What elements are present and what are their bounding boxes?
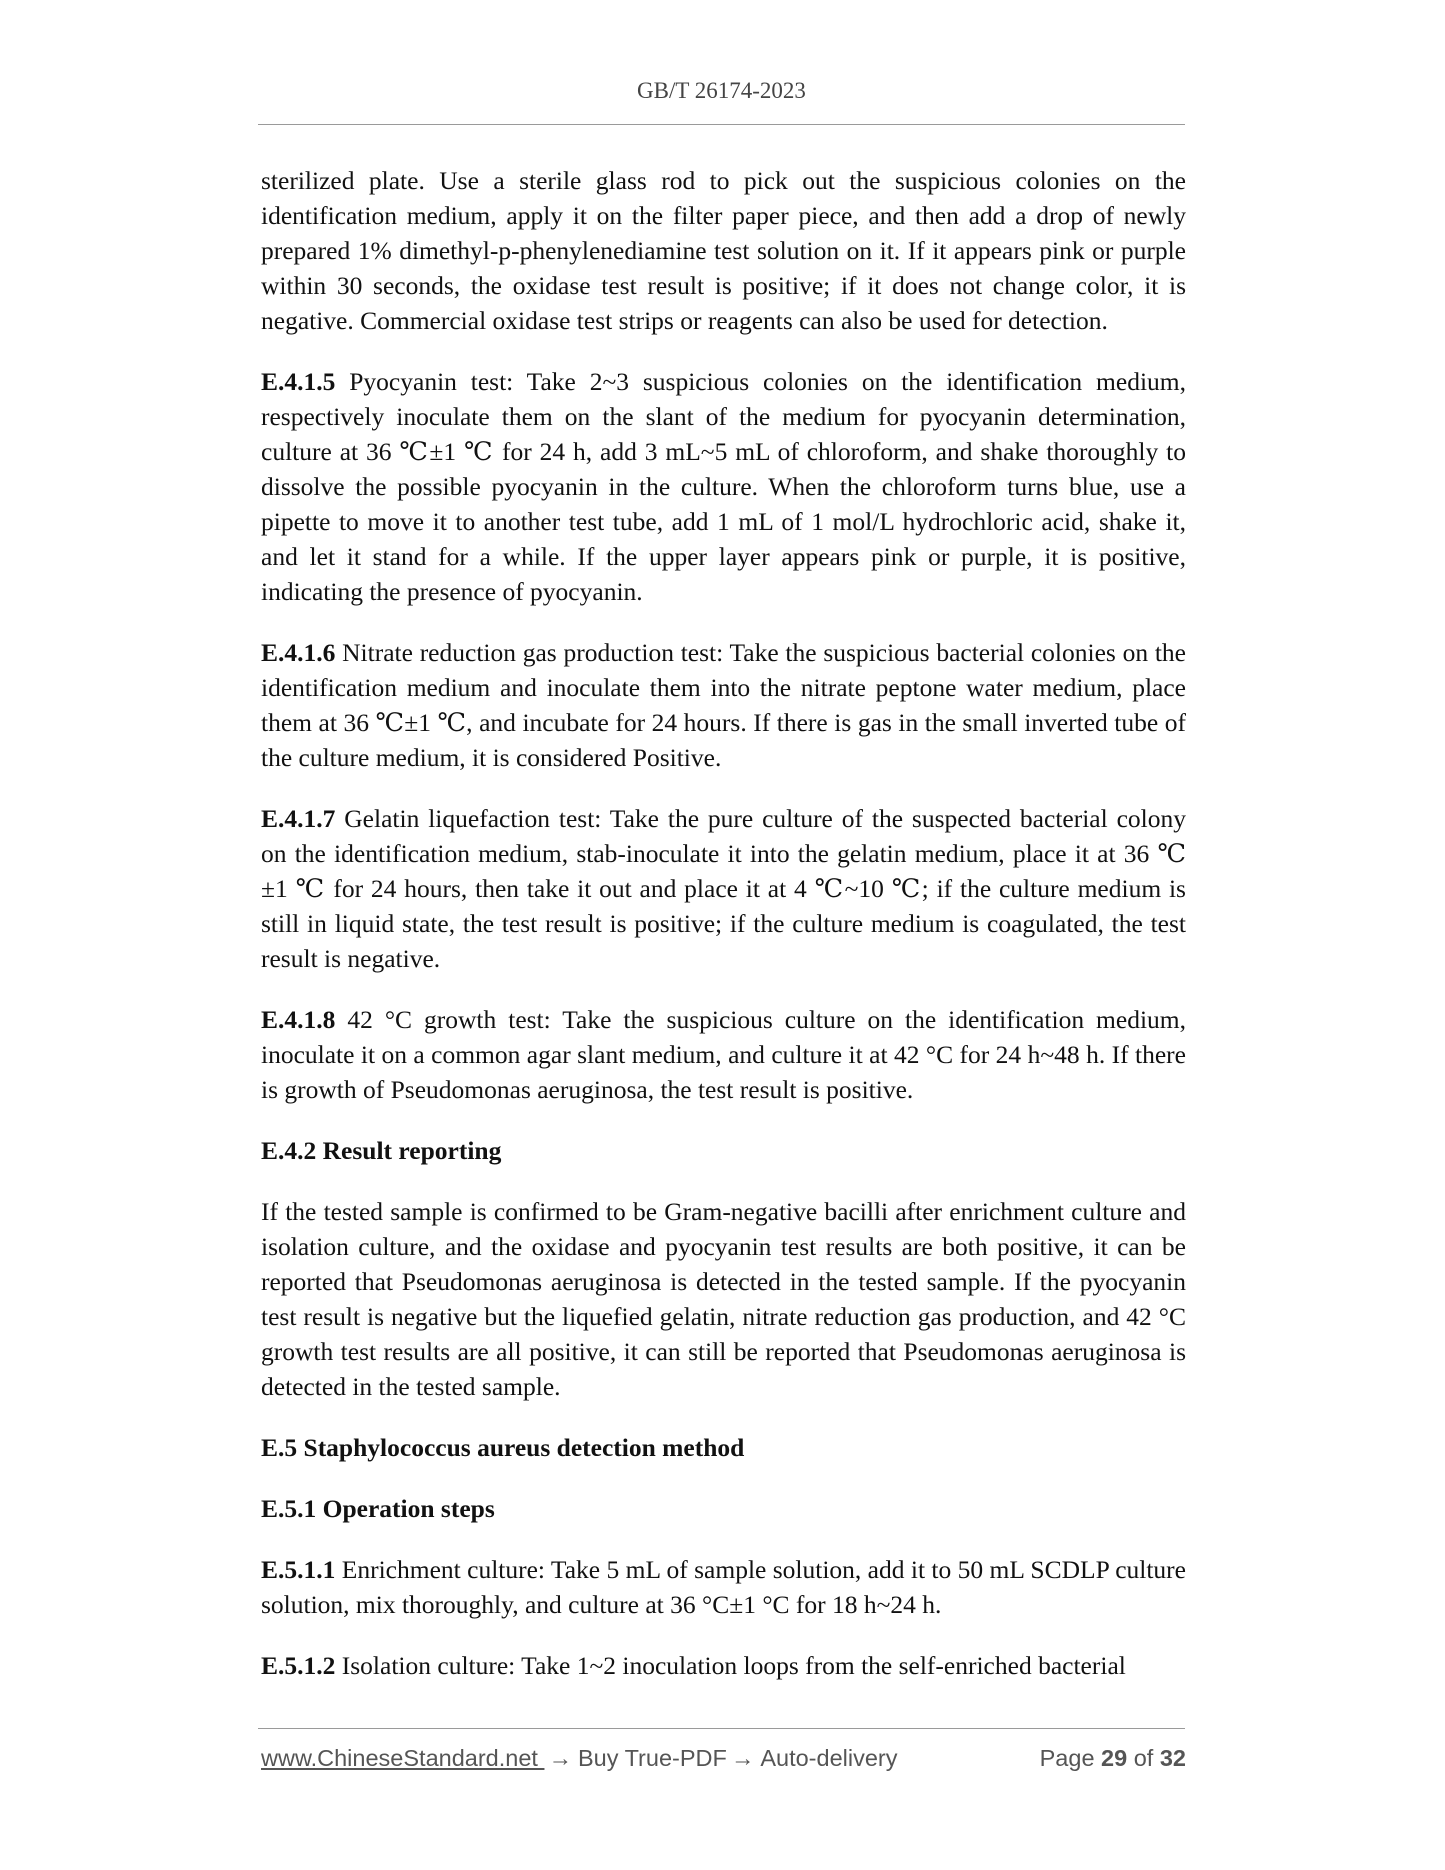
clause-number: E.4.1.5 (261, 367, 336, 396)
intro-paragraph: sterilized plate. Use a sterile glass rod to pick out the suspicious colonies on the identification medium, apply it on the filter paper piece, and then add a drop of newly prepared 1% dimethyl-p-phenylenediamine test solution on it. If it appears pink or purple within 30 seconds, the oxidase test result is positive; if it does not change color, it is negative. Commercial oxidase test strips or reagents can also be used for detection. (261, 166, 1186, 335)
arrow-right-icon: → (730, 1745, 755, 1771)
clause-text: 42 °C growth test: Take the suspicious culture on the identification medium, inoculate it on a common agar slant medium, and culture it at 42 °C for 24 h~48 h. If there is growth of Pseudomonas aeruginosa, the test result is positive. (261, 1005, 1186, 1104)
footer-divider (258, 1728, 1185, 1729)
page-indicator (1040, 1745, 1186, 1772)
clause-e-4-1-7 (261, 801, 1186, 976)
document-body (261, 163, 1186, 1683)
clause-e-5-1-2 (261, 1648, 1186, 1683)
header-divider (258, 124, 1185, 125)
current-page-number: 29 (1101, 1745, 1128, 1771)
clause-text: Enrichment culture: Take 5 mL of sample solution, add it to 50 mL SCDLP culture solution, mix thoroughly, and culture at 36 °C±1 °C for 18 h~24 h. (261, 1555, 1186, 1619)
page-footer (261, 1745, 1186, 1772)
clause-text: Gelatin liquefaction test: Take the pure culture of the suspected bacterial colony on the identification medium, stab-inoculate it into the gelatin medium, place it at 36 ℃±1 ℃ for 24 hours, then take it out and place it at 4 ℃~10 ℃; if the culture medium is still in liquid state, the test result is positive; if the culture medium is coagulated, the test result is negative. (261, 804, 1186, 973)
clause-text: Nitrate reduction gas production test: Take the suspicious bacterial colonies on the identification medium and inoculate them into the nitrate peptone water medium, place them at 36 ℃±1 ℃, and incubate for 24 hours. If there is gas in the small inverted tube of the culture medium, it is considered Positive. (261, 638, 1186, 772)
clause-text: Isolation culture: Take 1~2 inoculation loops from the self-enriched bacterial (335, 1651, 1126, 1680)
of-word: of (1133, 1745, 1154, 1771)
total-pages-number: 32 (1159, 1745, 1186, 1771)
clause-number: E.4.1.6 (261, 638, 336, 667)
page-word: Page (1039, 1745, 1095, 1771)
result-reporting-paragraph: If the tested sample is confirmed to be Gram-negative bacilli after enrichment culture and isolation culture, and the oxidase and pyocyanin test results are both positive, it can be reported that Pseudomonas aeruginosa is detected in the tested sample. If the pyocyanin test result is negative but the liquefied gelatin, nitrate reduction gas production, and 42 °C growth test results are all positive, it can still be reported that Pseudomonas aeruginosa is detected in the tested sample. (261, 1197, 1186, 1401)
arrow-right-icon: → (548, 1745, 572, 1771)
website-link[interactable]: www.ChineseStandard.net (261, 1745, 545, 1771)
clause-e-4-1-6 (261, 635, 1186, 775)
clause-number: E.5.1.2 (261, 1651, 336, 1680)
buy-text: Buy True-PDF (577, 1745, 727, 1771)
section-heading-e-5: E.5 Staphylococcus aureus detection method (261, 1433, 745, 1462)
clause-number: E.4.1.8 (261, 1005, 336, 1034)
section-heading-e-4-2: E.4.2 Result reporting (261, 1136, 502, 1165)
section-heading-e-5-1: E.5.1 Operation steps (261, 1494, 495, 1523)
page-header: GB/T 26174-2023 (637, 78, 806, 103)
footer-promo (261, 1745, 898, 1772)
clause-text: Pyocyanin test: Take 2~3 suspicious colonies on the identification medium, respectively inoculate them on the slant of the medium for pyocyanin determination, culture at 36 ℃±1 ℃ for 24 h, add 3 mL~5 mL of chloroform, and shake thoroughly to dissolve the possible pyocyanin in the culture. When the chloroform turns blue, use a pipette to move it to another test tube, add 1 mL of 1 mol/L hydrochloric acid, shake it, and let it stand for a while. If the upper layer appears pink or purple, it is positive, indicating the presence of pyocyanin. (261, 367, 1186, 606)
clause-number: E.5.1.1 (261, 1555, 336, 1584)
delivery-text: Auto-delivery (760, 1745, 898, 1771)
clause-e-5-1-1 (261, 1552, 1186, 1622)
clause-e-4-1-5 (261, 364, 1186, 609)
clause-number: E.4.1.7 (261, 804, 336, 833)
clause-e-4-1-8 (261, 1002, 1186, 1107)
